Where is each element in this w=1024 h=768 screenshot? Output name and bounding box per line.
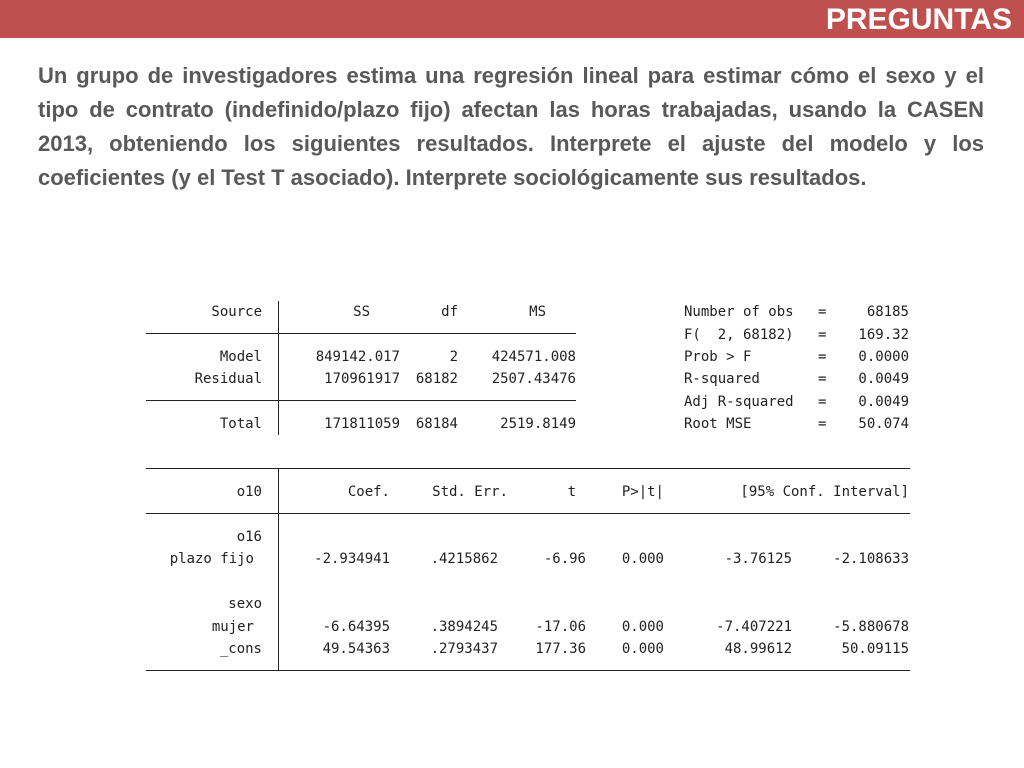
stat-eq: = (818, 416, 827, 432)
anova-cell-df: 68182 (415, 371, 458, 387)
stat-label: Number of obs (684, 304, 794, 320)
anova-row-label: Model (219, 349, 262, 365)
stat-eq: = (818, 327, 827, 343)
stat-value: 0.0000 (858, 349, 909, 365)
anova-header-ms: MS (529, 304, 546, 320)
coef-header-depvar: o10 (236, 484, 262, 500)
stat-eq: = (818, 371, 827, 387)
coef-cell-t: -6.96 (543, 551, 586, 567)
stat-eq: = (818, 349, 827, 365)
coef-var-name: sexo (228, 596, 262, 612)
coef-cell-t: -17.06 (535, 619, 586, 635)
stat-value: 50.074 (858, 416, 909, 432)
coef-cell-ci-high: 50.09115 (841, 641, 909, 657)
anova-row-label: Residual (194, 371, 262, 387)
coef-cell-ci-low: -7.407221 (716, 619, 792, 635)
anova-divider-vertical (278, 301, 279, 435)
coef-cell-t: 177.36 (535, 641, 586, 657)
coef-cell-coef: -2.934941 (314, 551, 390, 567)
coef-divider-bottom (146, 670, 910, 671)
coef-header-p: P>|t| (621, 484, 664, 500)
coef-cell-p: 0.000 (621, 641, 664, 657)
anova-cell-df: 2 (449, 349, 458, 365)
coef-cell-se: .4215862 (430, 551, 498, 567)
stat-eq: = (818, 394, 827, 410)
coef-level-name: plazo fijo (169, 551, 254, 567)
coef-level-name: _cons (219, 641, 262, 657)
coef-header-se: Std. Err. (432, 484, 508, 500)
stat-label: F( 2, 68182) (684, 327, 794, 343)
anova-header-ss: SS (353, 304, 370, 320)
stat-value: 68185 (866, 304, 909, 320)
anova-row-label: Total (219, 416, 262, 432)
coef-divider-vertical (278, 468, 279, 670)
anova-divider-bottom (146, 400, 576, 401)
coef-cell-ci-high: -5.880678 (833, 619, 909, 635)
stat-value: 0.0049 (858, 371, 909, 387)
slide-title: PREGUNTAS (825, 3, 1012, 36)
question-text: Un grupo de investigadores estima una regresión lineal para estimar cómo el sexo y el tipo de contrato (indefinido/plazo fijo) afectan las horas trabajadas, usando la CASEN 2013, obteniendo los siguientes resultados. Interprete el ajuste del modelo y los coeficientes (y el Test T asociado). Interprete sociológicamente sus resultados. (38, 63, 984, 190)
coef-var-name: o16 (236, 529, 262, 545)
coef-cell-p: 0.000 (621, 619, 664, 635)
anova-cell-ms: 424571.008 (491, 349, 576, 365)
coef-cell-se: .3894245 (430, 619, 498, 635)
anova-header-df: df (441, 304, 458, 320)
title-banner (0, 0, 1024, 38)
coef-header-coef: Coef. (347, 484, 390, 500)
stat-label: Root MSE (684, 416, 752, 432)
coef-cell-se: .2793437 (430, 641, 498, 657)
stat-label: R-squared (684, 371, 760, 387)
anova-header-source: Source (211, 304, 262, 320)
anova-cell-ss: 849142.017 (315, 349, 400, 365)
coef-cell-ci-low: -3.76125 (724, 551, 792, 567)
coef-divider-top (146, 468, 910, 469)
coef-cell-ci-low: 48.99612 (724, 641, 792, 657)
anova-cell-df: 68184 (415, 416, 458, 432)
coef-level-name: mujer (211, 619, 254, 635)
coef-cell-coef: 49.54363 (322, 641, 390, 657)
coef-header-ci: [95% Conf. Interval] (740, 484, 909, 500)
anova-cell-ms: 2519.8149 (500, 416, 576, 432)
anova-cell-ss: 171811059 (324, 416, 400, 432)
coef-cell-coef: -6.64395 (322, 619, 390, 635)
coef-cell-p: 0.000 (621, 551, 664, 567)
stat-eq: = (818, 304, 827, 320)
coef-divider-header (146, 513, 910, 514)
stat-label: Prob > F (684, 349, 752, 365)
anova-cell-ss: 170961917 (324, 371, 400, 387)
anova-divider-top (146, 333, 576, 334)
anova-cell-ms: 2507.43476 (491, 371, 576, 387)
coef-header-t: t (567, 484, 576, 500)
stat-value: 0.0049 (858, 394, 909, 410)
stat-label: Adj R-squared (684, 394, 794, 410)
coef-cell-ci-high: -2.108633 (833, 551, 909, 567)
stat-value: 169.32 (858, 327, 909, 343)
